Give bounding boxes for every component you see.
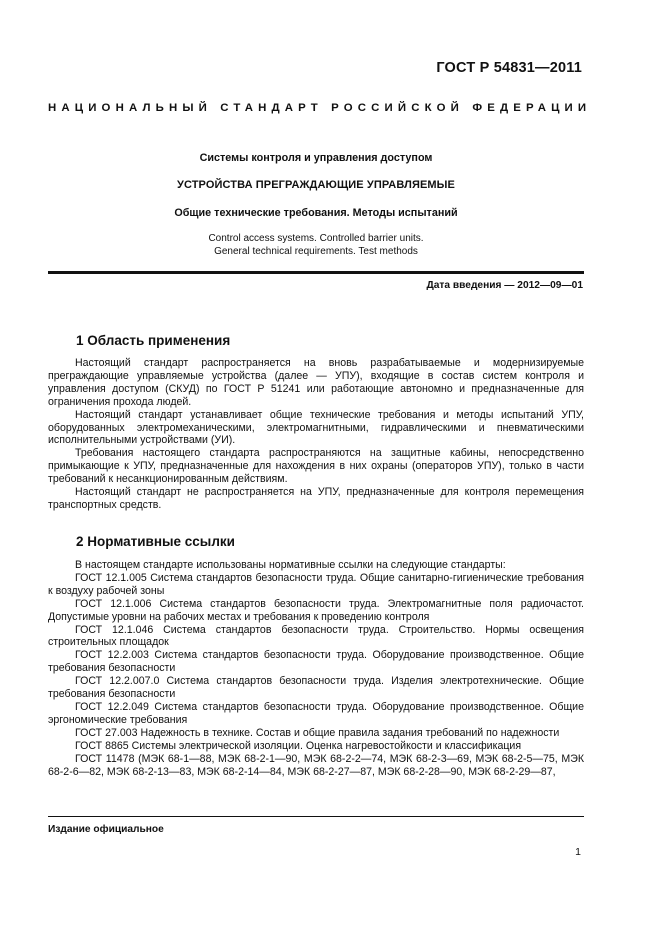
- edition-note: Издание официальное: [48, 824, 164, 835]
- reference-item: ГОСТ 12.1.005 Система стандартов безопасности труда. Общие санитарно-гигиенические требования к воздуху рабочей зоны: [48, 571, 584, 597]
- document-number: ГОСТ Р 54831—2011: [436, 60, 582, 76]
- section-2-body: [48, 559, 584, 778]
- footer-divider: [48, 816, 584, 817]
- english-title-line-2: General technical requirements. Test methods: [214, 246, 418, 257]
- paragraph: Настоящий стандарт не распространяется на УПУ, предназначенные для контроля перемещения транспортных средств.: [48, 486, 584, 511]
- reference-item: ГОСТ 12.1.006 Система стандартов безопасности труда. Электромагнитные поля радиочастот. Допустимые уровни на рабочих местах и требования к проведению контроля: [48, 597, 584, 623]
- reference-item: ГОСТ 12.2.049 Система стандартов безопасности труда. Оборудование производственное. Общие эргономические требования: [48, 700, 584, 726]
- title-line-2: УСТРОЙСТВА ПРЕГРАЖДАЮЩИЕ УПРАВЛЯЕМЫЕ: [177, 179, 455, 191]
- english-title-line-1: Control access systems. Controlled barrier units.: [208, 233, 424, 244]
- reference-item: ГОСТ 12.2.007.0 Система стандартов безопасности труда. Изделия электротехнические. Общие требования безопасности: [48, 675, 584, 701]
- header-divider: [48, 271, 584, 274]
- paragraph: Требования настоящего стандарта распространяются на защитные кабины, непосредственно примыкающие к УПУ, предназначенные для нахождения в них охраны (операторов УПУ), только в части требований к несанкционированным действиям.: [48, 447, 584, 486]
- introduction-date: Дата введения — 2012—09—01: [426, 280, 583, 291]
- reference-item: ГОСТ 27.003 Надежность в технике. Состав и общие правила задания требований по надежности: [75, 726, 560, 739]
- national-standard-banner: НАЦИОНАЛЬНЫЙ СТАНДАРТ РОССИЙСКОЙ ФЕДЕРАЦИИ: [48, 102, 592, 114]
- section-1-heading: 1 Область применения: [76, 333, 231, 348]
- page-number: 1: [575, 846, 581, 858]
- section-1-body: [48, 357, 584, 512]
- title-line-1: Системы контроля и управления доступом: [199, 152, 433, 164]
- paragraph: Настоящий стандарт устанавливает общие технические требования и методы испытаний УПУ, оборудованных электромеханическими, электромагнитными, гидравлическими и пневматическими исполнительными устройствами (УИ).: [48, 408, 584, 447]
- reference-item: ГОСТ 11478 (МЭК 68-1—88, МЭК 68-2-1—90, МЭК 68-2-2—74, МЭК 68-2-3—69, МЭК 68-2-5—75, МЭК 68-2-6—82, МЭК 68-2-13—83, МЭК 68-2-14—84, МЭК 68-2-27—87, МЭК 68-2-28—90, МЭК 68-2-29—87,: [48, 752, 584, 778]
- title-line-3: Общие технические требования. Методы испытаний: [174, 207, 458, 219]
- reference-item: ГОСТ 12.1.046 Система стандартов безопасности труда. Строительство. Нормы освещения строительных площадок: [48, 623, 584, 649]
- section-2-heading: 2 Нормативные ссылки: [76, 534, 235, 549]
- reference-item: ГОСТ 8865 Системы электрической изоляции. Оценка нагревостойкости и классификация: [75, 739, 522, 752]
- paragraph: В настоящем стандарте использованы нормативные ссылки на следующие стандарты:: [75, 559, 506, 571]
- paragraph: Настоящий стандарт распространяется на вновь разрабатываемые и модернизируемые преграждающие управляемые устройства (далее — УПУ), входящие в состав систем контроля и управления доступом (СКУД) по ГОСТ Р 51241 или работающие автономно и предназначенные для ограничения прохода людей.: [48, 357, 584, 408]
- reference-item: ГОСТ 12.2.003 Система стандартов безопасности труда. Оборудование производственное. Общие требования безопасности: [48, 649, 584, 675]
